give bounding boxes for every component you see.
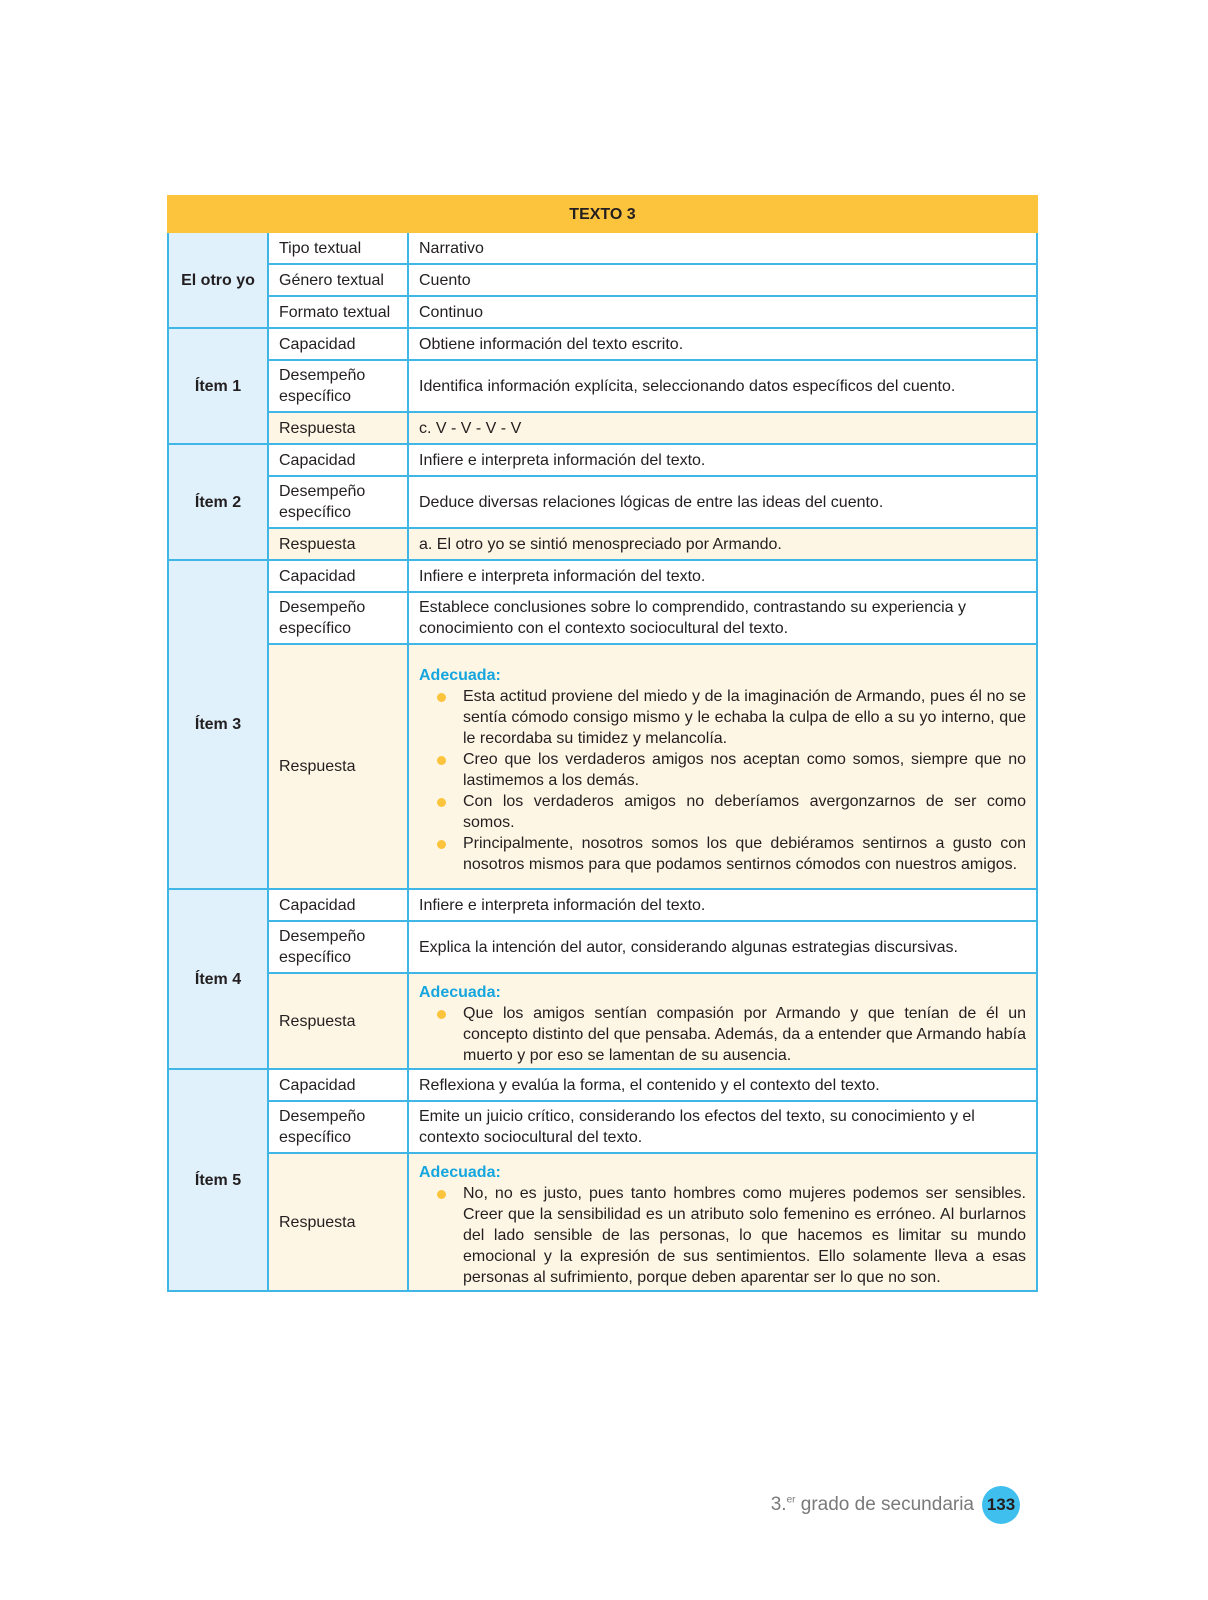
answer-list [419,686,1026,875]
row-value: Narrativo [408,232,1037,264]
group-cell-item-4: Ítem 4 [168,889,268,1069]
desempeno-label: Desempeño específico [268,1101,408,1153]
capacidad-label: Capacidad [268,1069,408,1101]
list-item: Con los verdaderos amigos no deberíamos avergonzarnos de ser como somos. [419,791,1026,833]
capacidad-label: Capacidad [268,444,408,476]
bullet-icon [437,1010,446,1019]
desempeno-value: Establece conclusiones sobre lo comprendido, contrastando su experiencia y conocimiento con el contexto sociocultural del texto. [408,592,1037,644]
answer-list [419,1183,1026,1288]
bullet-icon [437,1190,446,1199]
list-item: Que los amigos sentían compasión por Armando y que tenían de él un concepto distinto del que pensaba. Además, da a entender que Armando había muerto y por eso se lamentan de su ausencia. [419,1003,1026,1066]
answer-list [419,1003,1026,1066]
desempeno-value: Explica la intención del autor, considerando algunas estrategias discursivas. [408,921,1037,973]
row-label: Formato textual [268,296,408,328]
respuesta-cell [408,1153,1037,1291]
row-value: Continuo [408,296,1037,328]
row-value: Cuento [408,264,1037,296]
grade-label: 3.$^{er}$ grado de secundaria [770,1494,974,1515]
respuesta-label: Respuesta [268,412,408,444]
desempeno-value: Emite un juicio crítico, considerando los efectos del texto, su conocimiento y el contexto sociocultural del texto. [408,1101,1037,1153]
page-footer [771,1486,1020,1524]
desempeno-label: Desempeño específico [268,360,408,412]
row-label: Tipo textual [268,232,408,264]
bullet-icon [437,693,446,702]
desempeno-label: Desempeño específico [268,476,408,528]
page-number-badge: 133 [982,1486,1020,1524]
capacidad-value: Reflexiona y evalúa la forma, el contenido y el contexto del texto. [408,1069,1037,1101]
adecuada-heading: Adecuada: [419,984,501,1001]
respuesta-label: Respuesta [268,644,408,889]
respuesta-value: c. V - V - V - V [408,412,1037,444]
table-title: TEXTO 3 [168,196,1037,232]
desempeno-value: Deduce diversas relaciones lógicas de entre las ideas del cuento. [408,476,1037,528]
row-label: Género textual [268,264,408,296]
capacidad-label: Capacidad [268,328,408,360]
bullet-icon [437,840,446,849]
list-item: Creo que los verdaderos amigos nos aceptan como somos, siempre que no lastimemos a los demás. [419,749,1026,791]
list-item: Esta actitud proviene del miedo y de la imaginación de Armando, pues él no se sentía cómodo consigo mismo y le echaba la culpa de ello a su yo interno, que le recordaba su timidez y melancolía. [419,686,1026,749]
desempeno-label: Desempeño específico [268,921,408,973]
list-item: No, no es justo, pues tanto hombres como mujeres podemos ser sensibles. Creer que la sensibilidad es un atributo solo femenino es erróneo. Al burlarnos del lado sensible de las personas, lo que hacemos es limitar su mundo emocional y la expresión de sus sentimientos. Ello solamente lleva a esas personas al sufrimiento, porque deben aparentar ser lo que no son. [419,1183,1026,1288]
adecuada-heading: Adecuada: [419,666,501,684]
capacidad-label: Capacidad [268,889,408,921]
respuesta-label: Respuesta [268,1153,408,1291]
respuesta-value: a. El otro yo se sintió menospreciado por Armando. [408,528,1037,560]
respuesta-label: Respuesta [268,973,408,1069]
rubric-table [167,195,1038,1292]
capacidad-value: Infiere e interpreta información del texto. [408,889,1037,921]
respuesta-label: Respuesta [268,528,408,560]
desempeno-label: Desempeño específico [268,592,408,644]
bullet-icon [437,798,446,807]
group-cell-item-5: Ítem 5 [168,1069,268,1291]
capacidad-value: Infiere e interpreta información del texto. [408,560,1037,592]
group-cell-item-2: Ítem 2 [168,444,268,560]
respuesta-cell [408,973,1037,1069]
group-cell-item-3: Ítem 3 [168,560,268,889]
bullet-icon [437,756,446,765]
group-cell-item-1: Ítem 1 [168,328,268,444]
capacidad-value: Obtiene información del texto escrito. [408,328,1037,360]
respuesta-cell [408,644,1037,889]
adecuada-heading: Adecuada: [419,1164,501,1181]
list-item: Principalmente, nosotros somos los que debiéramos sentirnos a gusto con nosotros mismos para que podamos sentirnos cómodos con nuestros amigos. [419,833,1026,875]
group-cell-el-otro-yo: El otro yo [168,232,268,328]
desempeno-value: Identifica información explícita, seleccionando datos específicos del cuento. [408,360,1037,412]
capacidad-value: Infiere e interpreta información del texto. [408,444,1037,476]
capacidad-label: Capacidad [268,560,408,592]
